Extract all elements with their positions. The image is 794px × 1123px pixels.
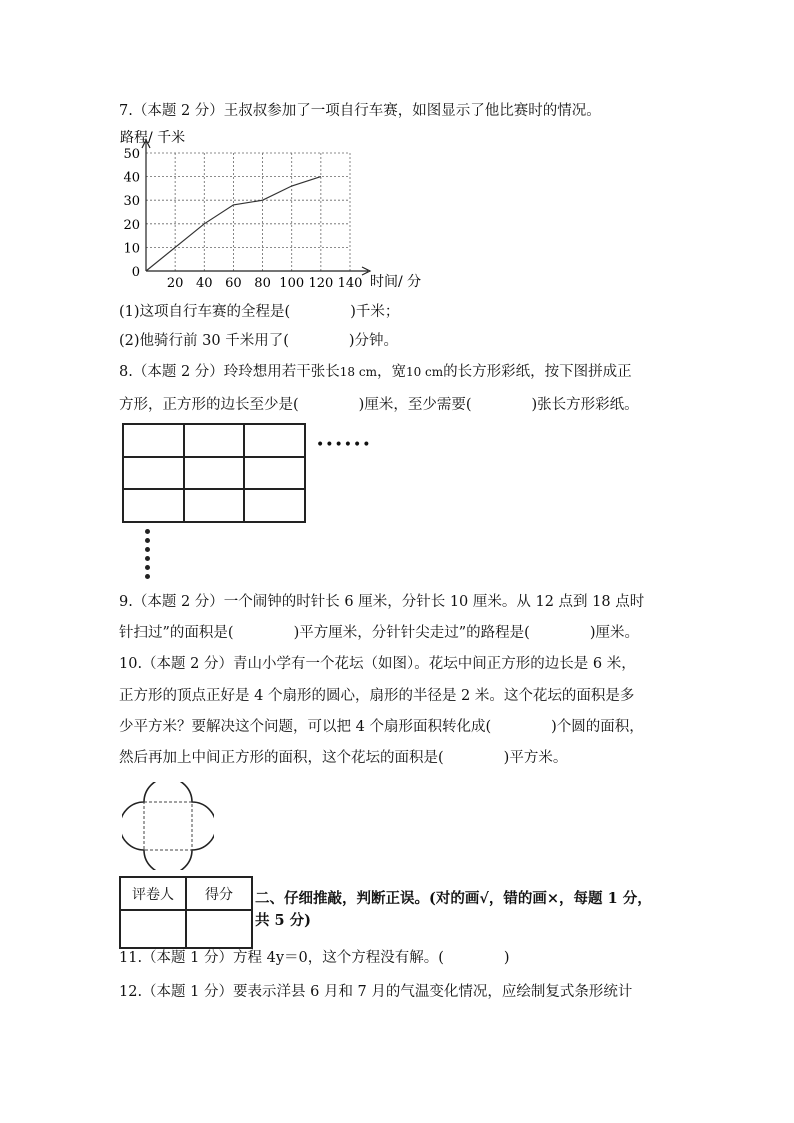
- section2-title: [255, 888, 685, 932]
- chart-ylabel: 路程/ 千米: [120, 130, 186, 146]
- q7-sub2-prefix: (2)他骑行前 30 千米用了(: [119, 333, 289, 349]
- q10-line2: 正方形的顶点正好是 4 个扇形的圆心，扇形的半径是 2 米。这个花坛的面积是多: [119, 688, 635, 704]
- q7-sub1-suffix: )千米；: [350, 304, 400, 320]
- x-tick-label: 120: [308, 276, 334, 291]
- q9-line2: [119, 623, 639, 643]
- q10-line3-b: )个圆的面积，: [551, 719, 644, 735]
- q8-line2-a: 方形，正方形的边长至少是(: [119, 397, 299, 413]
- q9-line2-b: )平方厘米，分针针尖走过”的路程是(: [293, 625, 530, 641]
- q10-line1: 10.（本题 2 分）青山小学有一个花坛（如图）。花坛中间正方形的边长是 6 米，: [119, 656, 636, 672]
- rectangle-tiling-figure: [122, 423, 306, 523]
- chart-xlabel: 时间/ 分: [370, 274, 422, 290]
- q11: [119, 948, 510, 968]
- q8-width: 10 cm: [405, 365, 444, 379]
- q8-line2: [119, 395, 639, 415]
- x-tick-label: 100: [279, 276, 305, 291]
- flower-bed-figure: [122, 782, 214, 870]
- q8-line1-b: ，宽: [376, 364, 406, 380]
- y-tick-label: 0: [131, 265, 140, 280]
- q9-line2-a: 针扫过”的面积是(: [119, 625, 234, 641]
- vertical-ellipsis: [144, 529, 152, 583]
- score-table: [119, 876, 253, 949]
- q8-length: 18 cm: [339, 365, 377, 379]
- horizontal-ellipsis: ••••••: [316, 437, 372, 453]
- q8-line1-a: 8.（本题 2 分）玲玲想用若干张长: [119, 364, 340, 380]
- x-tick-label: 40: [196, 276, 213, 291]
- q7-sub1-prefix: (1)这项自行车赛的全程是(: [119, 304, 291, 320]
- q7-sub2: [119, 331, 398, 351]
- q8-line1-c: 的长方形彩纸，按下图拼成正: [443, 364, 632, 380]
- x-tick-label: 80: [254, 276, 271, 291]
- x-tick-label: 140: [337, 276, 363, 291]
- q9-line1: 9.（本题 2 分）一个闹钟的时针长 6 厘米，分针长 10 厘米。从 12 点到 18 点时: [119, 594, 645, 610]
- q7-stem: 7.（本题 2 分）王叔叔参加了一项自行车赛，如图显示了他比赛时的情况。: [119, 103, 601, 119]
- q8-line1: [119, 362, 632, 382]
- y-tick-label: 30: [123, 194, 140, 210]
- y-tick-label: 20: [123, 217, 140, 233]
- q10-line3: [119, 717, 644, 737]
- q10-line4-b: )平方米。: [503, 750, 568, 766]
- score-cell[interactable]: [186, 910, 252, 948]
- reviewer-header: 评卷人: [120, 877, 186, 910]
- y-tick-label: 50: [123, 147, 140, 162]
- q7-sub2-suffix: )分钟。: [348, 333, 399, 349]
- q7-sub1: [119, 302, 399, 322]
- q12: 12.（本题 1 分）要表示洋县 6 月和 7 月的气温变化情况，应绘制复式条形统计: [119, 984, 633, 1000]
- q10-line3-a: 少平方米？要解决这个问题，可以把 4 个扇形面积转化成(: [119, 719, 492, 735]
- q8-line2-b: )厘米，至少需要(: [358, 397, 472, 413]
- distance-time-chart: [110, 124, 450, 294]
- q10-line4-a: 然后再加上中间正方形的面积，这个花坛的面积是(: [119, 750, 444, 766]
- section2-title-line1: 二、仔细推敲，判断正误。(对的画√，错的画×，每题 1 分，: [255, 890, 652, 907]
- y-tick-label: 10: [123, 241, 140, 257]
- q9-line2-c: )厘米。: [589, 625, 639, 641]
- reviewer-cell[interactable]: [120, 910, 186, 948]
- section2-title-line2: 共 5 分): [255, 912, 312, 929]
- y-tick-label: 40: [123, 170, 140, 186]
- q8-line2-c: )张长方形彩纸。: [531, 397, 639, 413]
- score-header: 得分: [186, 877, 252, 910]
- x-tick-label: 60: [225, 276, 242, 291]
- q11-text: 11.（本题 1 分）方程 4y＝0，这个方程没有解。(: [119, 950, 444, 966]
- q10-line4: [119, 748, 567, 768]
- q11-close: ): [503, 950, 510, 966]
- x-tick-label: 20: [166, 276, 184, 291]
